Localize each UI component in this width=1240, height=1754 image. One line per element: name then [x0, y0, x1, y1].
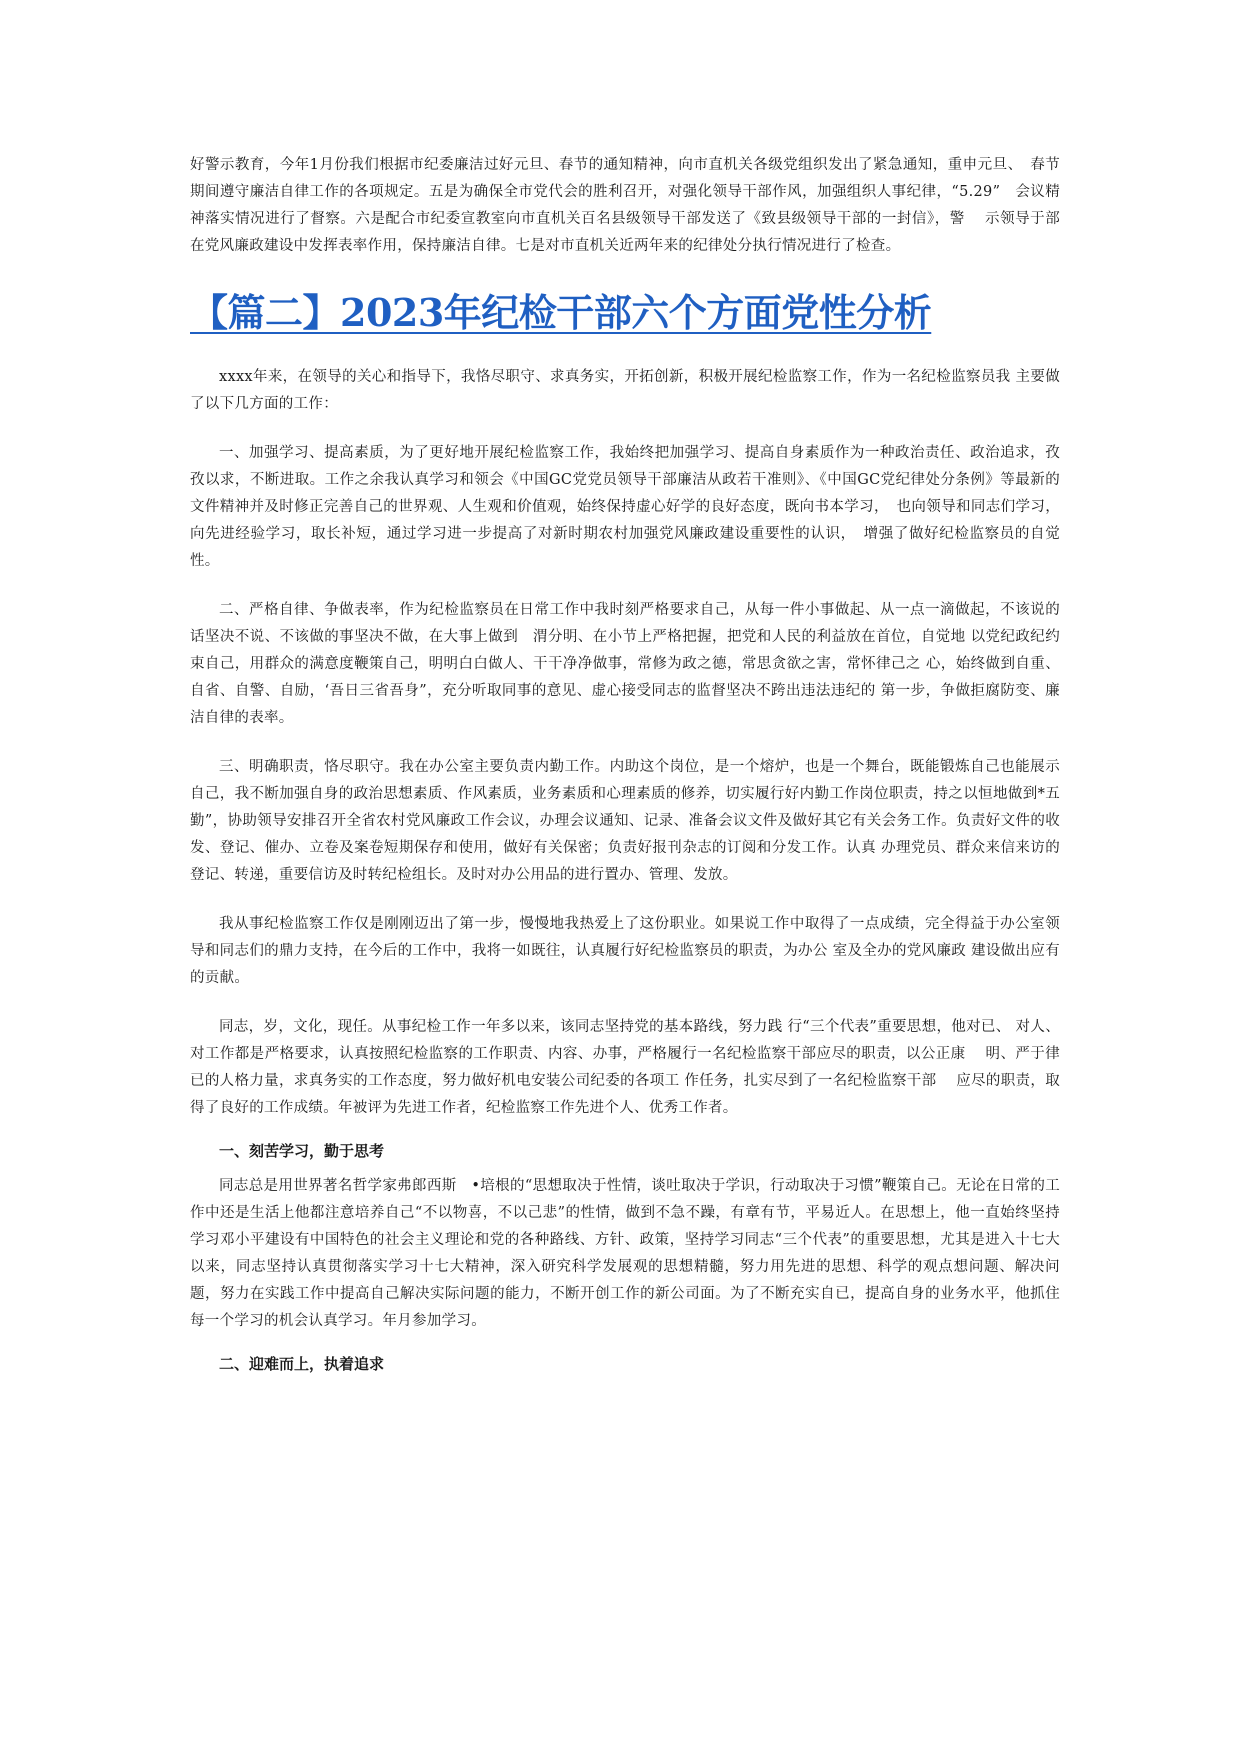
paragraph-colleague: 同志，岁，文化，现任。从事纪检工作一年多以来，该同志坚持党的基本路线，努力践 行“三个代表”重要思想，他对已、 对人、对工作都是严格要求，认真按照纪检监察的工作职责、内容、办事，严格履行一名纪检监察干部应尽的职责，以公正康 明、严于律已的人格力量，求真务实的工作态度，努力做好机电安装公司纪委的各项工 作任务，扎实尽到了一名纪检监察干部 应尽的职责，取得了良好的工作成绩。年被评为先进工作者，纪检监察工作先进个人、优秀工作者。: [190, 1019, 1060, 1116]
intro-paragraph: 好警示教育，今年1月份我们根据市纪委廉洁过好元旦、春节的通知精神，向市直机关各级党组织发出了紧急通知，重申元旦、 春节期间遵守廉洁自律工作的各项规定。五是为确保全市党代会的胜利召开，对强化领导干部作风，加强组织人事纪律，“5.29” 会议精神落实情况进行了督察。六是配合市纪委宣教室向市直机关百名县级领导干部发送了《致县级领导干部的一封信》，警 示领导于部在党风廉政建设中发挥表率作用，保持廉洁自律。七是对市直机关近两年来的纪律处分执行情况进行了检查。: [190, 157, 1060, 254]
document-body: [190, 152, 1060, 1378]
subheading-study: 一、刻苦学习，勤于思考: [219, 1142, 385, 1160]
paragraph-duties: 三、明确职责，恪尽职守。我在办公室主要负责内勤工作。内助这个岗位，是一个熔炉，也是一个舞台，既能锻炼自己也能展示自己，我不断加强自身的政治思想素质、作风素质，业务素质和心理素质的修养，切实履行好内勤工作岗位职责，持之以恒地做到*五勤”，协助领导安排召开全省农村党风廉政工作会议，办理会议通知、记录、准备会议文件及做好其它有关会务工作。负责好文件的收发、登记、催办、立卷及案卷短期保存和使用，做好有关保密；负责好报刊杂志的订阅和分发工作。认真 办理党员、群众来信来访的登记、转递，重要信访及时转纪检组长。及时对办公用品的进行置办、管理、发放。: [190, 759, 1060, 883]
subheading-pursuit: 二、迎难而上，执着追求: [219, 1355, 385, 1373]
paragraph-conclusion: 我从事纪检监察工作仅是刚刚迈出了第一步，慢慢地我热爱上了这份职业。如果说工作中取得了一点成绩，完全得益于办公室领导和同志们的鼎力支持，在今后的工作中，我将一如既往，认真履行好纪检监察员的职责，为办公 室及全办的党风廉政 建设做出应有的贡献。: [190, 916, 1060, 986]
section-title[interactable]: 【篇二】2023年纪检干部六个方面党性分析: [190, 290, 932, 335]
paragraph-study-detail: 同志总是用世界著名哲学家弗郎西斯 •培根的“思想取决于性情，谈吐取决于学识，行动取决于习惯”鞭策自己。无论在日常的工作中还是生活上他都注意培养自己“不以物喜，不以己悲”的性情，做到不急不躁，有章有节，平易近人。在思想上，他一直始终坚持学习邓小平建设有中国特色的社会主义理论和党的各种路线、方针、政策，坚持学习同志“三个代表”的重要思想，尤其是进入十七大以来，同志坚持认真贯彻落实学习十七大精神，深入研究科学发展观的思想精髓，努力用先进的思想、科学的观点想问题、解决问题，努力在实践工作中提高自己解决实际问题的能力，不断开创工作的新公司面。为了不断充实自已，提高自身的业务水平，他抓住每一个学习的机会认真学习。年月参加学习。: [190, 1178, 1060, 1329]
paragraph-intro: xxxx年来，在领导的关心和指导下，我恪尽职守、求真务实，开拓创新，积极开展纪检监察工作，作为一名纪检监察员我 主要做了以下几方面的工作：: [190, 369, 1060, 412]
paragraph-study: 一、加强学习、提高素质，为了更好地开展纪检监察工作，我始终把加强学习、提高自身素质作为一种政治责任、政治追求，孜孜以求，不断进取。工作之余我认真学习和领会《中国GC党党员领导干部廉洁从政若干准则》、《中国GC党纪律处分条例》等最新的文件精神并及时修正完善自己的世界观、人生观和价值观，始终保持虚心好学的良好态度，既向书本学习， 也向领导和同志们学习，向先进经验学习，取长补短，通过学习进一步提高了对新时期农村加强党风廉政建设重要性的认识， 增强了做好纪检监察员的自觉性。: [190, 445, 1060, 569]
paragraph-discipline: 二、严格自律、争做表率，作为纪检监察员在日常工作中我时刻严格要求自己，从每一件小事做起、从一点一滴做起，不该说的话坚决不说、不该做的事坚决不做，在大事上做到 渭分明、在小节上严格把握，把党和人民的利益放在首位，自觉地 以党纪政纪约束自己，用群众的满意度鞭策自己，明明白白做人、干干净净做事，常修为政之德，常思贪欲之害，常怀律己之 心，始终做到自重、自省、自警、自励，‘吾日三省吾身”，充分听取同事的意见、虚心接受同志的监督坚决不跨出违法违纪的 第一步，争做拒腐防变、廉洁自律的表率。: [190, 602, 1060, 726]
